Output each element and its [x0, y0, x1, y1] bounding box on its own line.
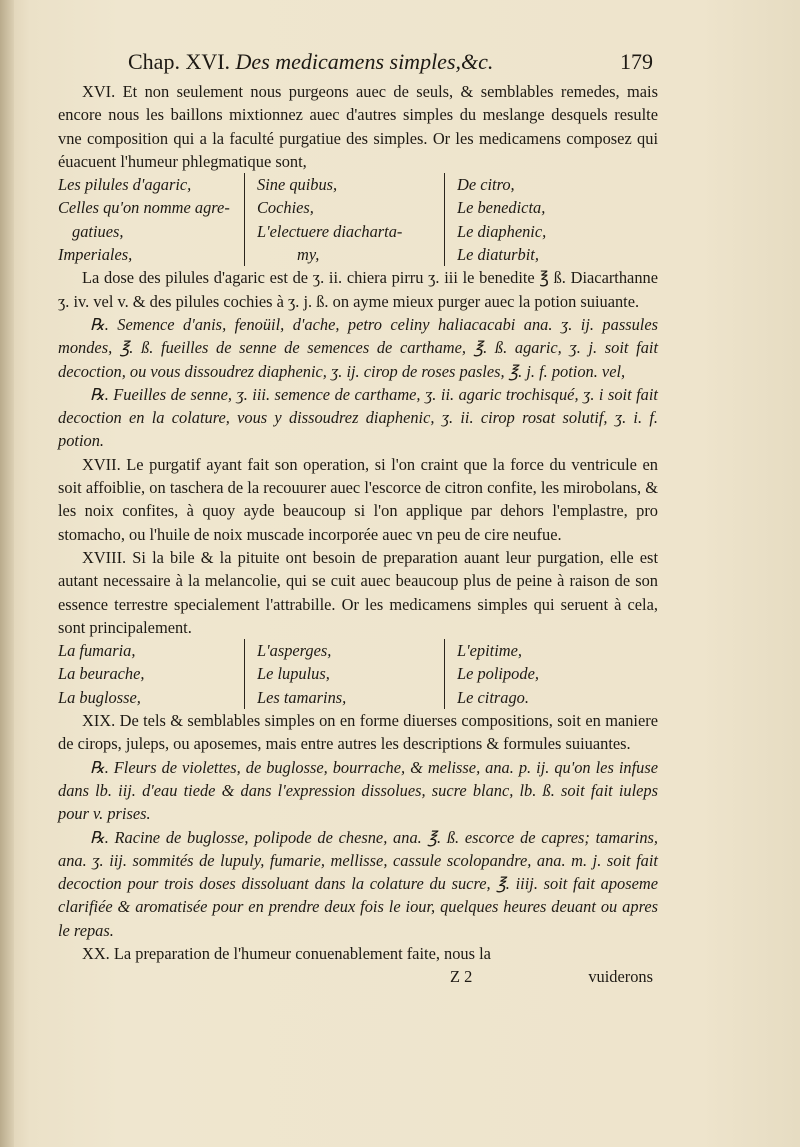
- table1-cell: Celles qu'on nomme agre-: [58, 198, 230, 218]
- catchword: vuiderons: [588, 967, 653, 987]
- paragraph-xviii: XVIII. Si la bile & la pituite ont besoin de preparation auant leur purgation, elle est autant necessaire à la melancolie, qui se cuit auec beaucoup plus de peine à raison de son essence terrestre specialement l'attrabille. Or les medicamens simples qui seruent à cela, sont principalement.: [58, 547, 658, 637]
- table1-cell: L'electuere diacharta-: [257, 221, 403, 241]
- page-footer: [58, 965, 658, 993]
- chapter-number: Chap. XVI.: [128, 49, 231, 74]
- table1-cell: Le diaphenic,: [457, 221, 547, 241]
- table1-cell: my,: [297, 245, 320, 265]
- table2-cell: L'epitime,: [457, 641, 522, 661]
- table1-cell: Le benedicta,: [457, 198, 546, 218]
- table2-cell: Le polipode,: [457, 664, 539, 684]
- signature-mark: Z 2: [450, 967, 473, 987]
- remedies-table-phlegm: [58, 173, 658, 266]
- table1-cell: Sine quibus,: [257, 175, 338, 195]
- table1-cell: gatiues,: [72, 221, 124, 241]
- table2-cell: L'asperges,: [257, 641, 332, 661]
- recipe-1: ℞. Semence d'anis, fenoüil, d'ache, petro celiny haliacacabi ana. ʒ. ij. passules mondes, ℥. ß. fueilles de senne de semences de carthame, ℥. ß. agaric, ʒ. j. soit fait decoction, ou vous dissoudrez diaphenic, ʒ. ij. cirop de roses pasles, ℥. j. f. potion. vel,: [58, 314, 658, 381]
- table1-cell: Les pilules d'agaric,: [58, 175, 192, 195]
- table2-column-2: [244, 639, 444, 709]
- header-chapter-line: [128, 50, 493, 73]
- chapter-title: Des medicamens simples,&c.: [235, 49, 494, 74]
- table2-column-3: [444, 639, 658, 709]
- table2-cell: Le lupulus,: [257, 664, 330, 684]
- table2-cell: Les tamarins,: [257, 687, 347, 707]
- table2-cell: La buglosse,: [58, 687, 141, 707]
- recipe-3: ℞. Fleurs de violettes, de buglosse, bourrache, & melisse, ana. p. ij. qu'on les infuse dans lb. iij. d'eau tiede & dans l'expression dissolues, sucre blanc, lb. ß. soit fait iuleps pour v. prises.: [58, 757, 658, 824]
- table2-column-1: [58, 639, 244, 709]
- paragraph-xix: XIX. De tels & semblables simples on en forme diuerses compositions, soit en maniere de cirops, juleps, ou aposemes, mais entre autres les descriptions & formules suiuantes.: [58, 711, 658, 754]
- paragraph-xx: XX. La preparation de l'humeur conuenablement faite, nous la: [82, 943, 491, 963]
- page-number: 179: [620, 49, 653, 74]
- recipe-2: ℞. Fueilles de senne, ʒ. iii. semence de carthame, ʒ. ii. agaric trochisqué, ʒ. i soit fait decoction en la colature, vous y dissoudrez diaphenic, ʒ. ii. cirop rosat solutif, ʒ. i. f. potion.: [58, 384, 658, 451]
- table2-cell: La fumaria,: [58, 641, 136, 661]
- dose-paragraph: La dose des pilules d'agaric est de ʒ. ii. chiera pirru ʒ. iii le benedite ℥ ß. Diacarthanne ʒ. iv. vel v. & des pilules cochies à ʒ. j. ß. on ayme mieux purger auec la potion suiuante.: [58, 268, 658, 311]
- paragraph-xvii: XVII. Le purgatif ayant fait son operation, si l'on craint que la force du ventricule en soit affoiblie, on taschera de la recouurer auec l'escorce de citron confite, les mirobolans, & les noix confites, à quoy ayde beaucoup si l'on applique par dehors l'emplastre, pro stomacho, ou l'huile de noix muscade incorporée auec vn peu de cire neufue.: [58, 454, 658, 544]
- running-header: [58, 46, 658, 80]
- table1-cell: Le diaturbit,: [457, 245, 539, 265]
- table1-cell: De citro,: [457, 175, 515, 195]
- page-spine-shadow: [0, 0, 14, 1147]
- page-text-block: [58, 46, 658, 993]
- table1-cell: Cochies,: [257, 198, 314, 218]
- table1-column-3: [444, 173, 658, 266]
- table2-cell: Le citrago.: [457, 687, 529, 707]
- table1-column-1: [58, 173, 244, 266]
- remedies-table-melancholy: [58, 639, 658, 709]
- table1-cell: Imperiales,: [58, 245, 133, 265]
- paragraph-xvi: XVI. Et non seulement nous purgeons auec de seuls, & semblables remedes, mais encore nous les baillons mixtionnez auec d'autres simples du meslange desquels resulte vne composition qui a la faculté purgatiue des simples. Or les medicamens composez qui éuacuent l'humeur phlegmatique sont,: [58, 82, 658, 171]
- recipe-4: ℞. Racine de buglosse, polipode de chesne, ana. ℥. ß. escorce de capres; tamarins, ana. ʒ. iij. sommités de lupuly, fumarie, mellisse, cassule scolopandre, ana. m. j. soit fait decoction pour trois doses dissoluant dans la colature du sucre, ℥. iiij. soit fait aposeme clarifiée & aromatisée pour en prendre deux fois le iour, quelques heures deuant ou apres le repas.: [58, 827, 658, 940]
- table2-cell: La beurache,: [58, 664, 145, 684]
- table1-column-2: [244, 173, 444, 266]
